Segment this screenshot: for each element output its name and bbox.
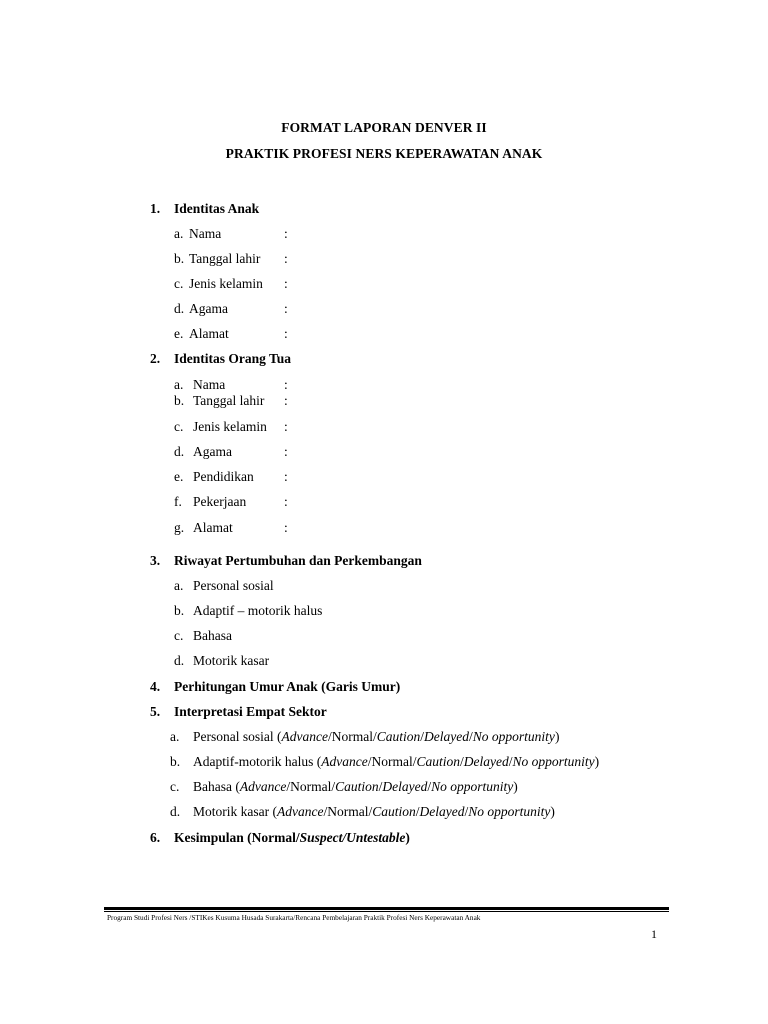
field-label: Pendidikan (193, 469, 254, 484)
item-letter: b. (174, 393, 185, 408)
field-colon: : (284, 393, 288, 408)
document-title: FORMAT LAPORAN DENVER II (281, 120, 487, 135)
field-label: Nama (189, 226, 222, 241)
item-letter: b. (170, 754, 181, 769)
section-4-title: Perhitungan Umur Anak (Garis Umur) (174, 679, 401, 694)
item-label: Motorik kasar (193, 653, 270, 668)
field-colon: : (284, 469, 288, 484)
field-label: Tanggal lahir (193, 393, 265, 408)
field-label: Alamat (193, 520, 233, 535)
item-label: Adaptif-motorik halus (193, 754, 314, 769)
item-letter: e. (174, 326, 184, 341)
item-label-with-options: Motorik kasar (Advance/Normal/Caution/Delayed/No opportunity) (193, 804, 555, 819)
item-letter: a. (174, 226, 184, 241)
field-label: Agama (189, 301, 228, 316)
item-label: Personal sosial (193, 729, 274, 744)
field-colon: : (284, 520, 288, 535)
item-letter: c. (170, 779, 180, 794)
field-colon: : (284, 276, 288, 291)
section-4-number: 4. (150, 679, 161, 694)
item-label: Adaptif – motorik halus (193, 603, 323, 618)
field-label: Alamat (189, 326, 229, 341)
item-letter: g. (174, 520, 185, 535)
section-6-title: Kesimpulan (Normal/Suspect/Untestable) (174, 830, 410, 845)
section-2-number: 2. (150, 351, 161, 366)
section-5-number: 5. (150, 704, 161, 719)
item-letter: a. (174, 377, 184, 392)
field-colon: : (284, 251, 288, 266)
footer-rule-thin (104, 911, 669, 912)
item-letter: d. (170, 804, 181, 819)
item-letter: d. (174, 301, 185, 316)
field-colon: : (284, 377, 288, 392)
field-colon: : (284, 444, 288, 459)
item-label: Personal sosial (193, 578, 274, 593)
item-label-with-options: Bahasa (Advance/Normal/Caution/Delayed/No opportunity) (193, 779, 518, 794)
field-colon: : (284, 494, 288, 509)
item-letter: c. (174, 628, 184, 643)
item-label: Motorik kasar (193, 804, 270, 819)
item-letter: c. (174, 276, 184, 291)
section-2-title: Identitas Orang Tua (174, 351, 292, 366)
section-3-number: 3. (150, 553, 161, 568)
item-label: Bahasa (193, 628, 232, 643)
field-label: Pekerjaan (193, 494, 247, 509)
field-label: Jenis kelamin (189, 276, 263, 291)
item-label: Bahasa (193, 779, 232, 794)
item-letter: e. (174, 469, 184, 484)
footer-rule (104, 907, 669, 910)
field-label: Tanggal lahir (189, 251, 261, 266)
document-subtitle: PRAKTIK PROFESI NERS KEPERAWATAN ANAK (225, 146, 543, 161)
section-6-number: 6. (150, 830, 161, 845)
field-colon: : (284, 301, 288, 316)
item-letter: d. (174, 653, 185, 668)
page-number: 1 (651, 927, 657, 941)
item-label-with-options: Personal sosial (Advance/Normal/Caution/Delayed/No opportunity) (193, 729, 560, 744)
section-5-title: Interpretasi Empat Sektor (174, 704, 327, 719)
item-letter: f. (174, 494, 182, 509)
field-label: Agama (193, 444, 232, 459)
field-label: Jenis kelamin (193, 419, 267, 434)
item-letter: c. (174, 419, 184, 434)
field-label: Nama (193, 377, 226, 392)
item-letter: b. (174, 251, 185, 266)
item-letter: a. (174, 578, 184, 593)
footer-text: Program Studi Profesi Ners /STIKes Kusuma Husada Surakarta/Rencana Pembelajaran Praktik Profesi Ners Keperawatan Anak (107, 913, 481, 922)
field-colon: : (284, 419, 288, 434)
item-letter: d. (174, 444, 185, 459)
item-letter: b. (174, 603, 185, 618)
item-label-with-options: Adaptif-motorik halus (Advance/Normal/Caution/Delayed/No opportunity) (193, 754, 600, 769)
item-letter: a. (170, 729, 180, 744)
field-colon: : (284, 326, 288, 341)
field-colon: : (284, 226, 288, 241)
section-1-title: Identitas Anak (174, 201, 260, 216)
section-3-title: Riwayat Pertumbuhan dan Perkembangan (174, 553, 422, 568)
section-1-number: 1. (150, 201, 161, 216)
